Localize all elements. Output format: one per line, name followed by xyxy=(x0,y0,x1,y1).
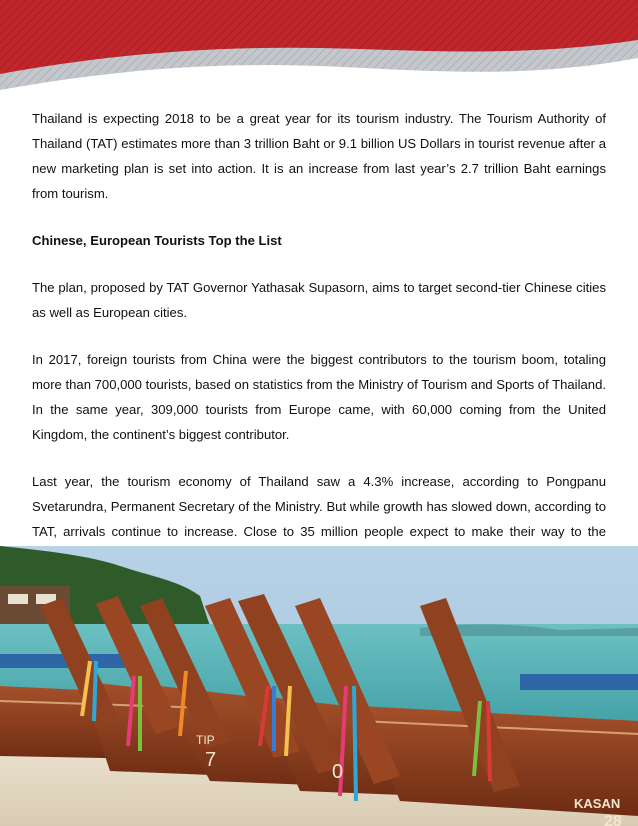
paragraph-plan: The plan, proposed by TAT Governor Yathasak Supasorn, aims to target second-tier Chinese cities as well as European cities. xyxy=(32,280,606,320)
paragraph-growth: Last year, the tourism economy of Thailand saw a 4.3% increase, according to Pongpanu Svetarundra, Permanent Secretary of the Ministry. But while growth has slowed down, according to TAT, arrivals continue to increase. Close to 35 million people expect to make their way to the xyxy=(32,474,606,539)
boat-label-0: 0 xyxy=(332,761,344,783)
article-body xyxy=(32,106,606,591)
paragraph-intro: Thailand is expecting 2018 to be a great year for its tourism industry. The Tourism Authority of Thailand (TAT) estimates more than 3 trillion Baht or 9.1 billion US Dollars in tourist revenue after a new marketing plan is set into action. It is an increase from last year’s 2.7 trillion Baht earnings from tourism. xyxy=(32,111,606,201)
header-band xyxy=(0,0,638,96)
boat-label-kasan: KASAN xyxy=(574,796,621,811)
paragraph-statistics: In 2017, foreign tourists from China were the biggest contributors to the tourism boom, totaling more than 700,000 tourists, based on statistics from the Ministry of Tourism and Sports of Thailand. In the same year, 309,000 tourists from Europe came, with 60,000 coming from the United Kingdom, the continent’s biggest contributor. xyxy=(32,352,606,442)
boat-label-tip: TIP xyxy=(196,733,215,747)
boat-label-28: 28 xyxy=(604,813,622,826)
section-heading: Chinese, European Tourists Top the List xyxy=(32,233,282,248)
boat-label-7: 7 xyxy=(205,749,217,771)
longtail-boats-photo xyxy=(0,546,638,826)
